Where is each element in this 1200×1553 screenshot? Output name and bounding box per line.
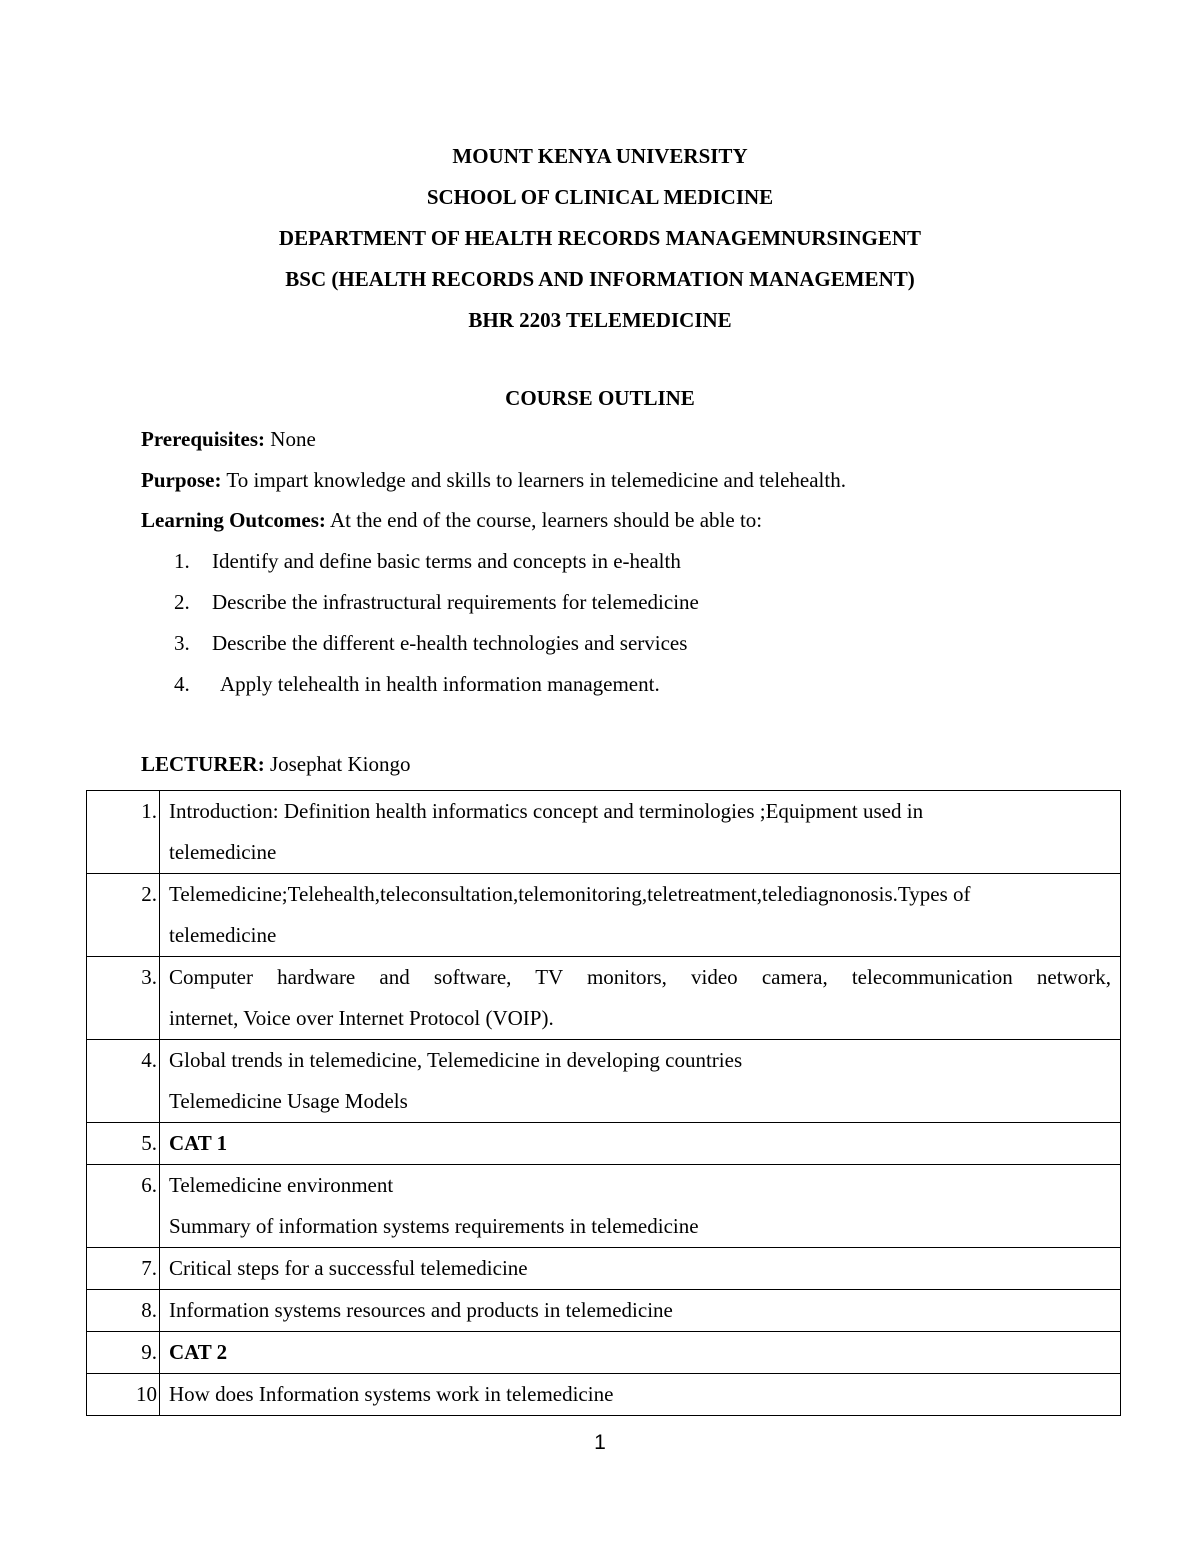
table-row — [87, 791, 1121, 874]
learning-outcomes-label: Learning Outcomes: — [141, 508, 326, 532]
table-row — [87, 1332, 1121, 1374]
lecturer-name: Josephat Kiongo — [264, 752, 411, 776]
prerequisites-value: None — [265, 427, 316, 451]
school-name: SCHOOL OF CLINICAL MEDICINE — [426, 185, 774, 209]
week-topic — [160, 1165, 1121, 1248]
list-item-text: Describe the infrastructural requirements for telemedicine — [212, 590, 699, 614]
week-number: 4. — [87, 1040, 160, 1123]
document-header — [0, 144, 1200, 349]
week-topic — [160, 957, 1121, 1040]
purpose-line — [141, 468, 846, 492]
week-number: 5. — [87, 1123, 160, 1165]
list-item-text: Identify and define basic terms and concepts in e-health — [212, 549, 681, 573]
week-topic-line: Critical steps for a successful telemedicine — [169, 1256, 528, 1280]
week-topic-line: CAT 1 — [169, 1131, 228, 1155]
week-topic — [160, 791, 1121, 874]
week-topic-line: Global trends in telemedicine, Telemedicine in developing countries — [169, 1048, 743, 1072]
purpose-label: Purpose: — [141, 468, 222, 492]
programme-name: BSC (HEALTH RECORDS AND INFORMATION MANAGEMENT) — [285, 267, 915, 291]
week-topic-line: Telemedicine Usage Models — [169, 1089, 408, 1113]
table-row — [87, 1165, 1121, 1248]
lecturer-label: LECTURER: — [141, 752, 265, 776]
week-topic-line: Telemedicine;Telehealth,teleconsultation,telemonitoring,teletreatment,telediagnonosis.Types of — [169, 882, 971, 906]
table-row — [87, 1040, 1121, 1123]
department-name: DEPARTMENT OF HEALTH RECORDS MANAGEMNURSINGENT — [278, 226, 922, 250]
week-topic-line: internet, Voice over Internet Protocol (VOIP). — [169, 1006, 554, 1030]
table-row — [87, 1123, 1121, 1165]
week-topic-line: Summary of information systems requirements in telemedicine — [169, 1214, 699, 1238]
week-number: 8. — [87, 1290, 160, 1332]
table-row — [87, 1248, 1121, 1290]
week-topic — [160, 1374, 1121, 1416]
week-topic — [160, 1123, 1121, 1165]
week-topic-line: telemedicine — [169, 923, 277, 947]
purpose-value: To impart knowledge and skills to learners in telemedicine and telehealth. — [221, 468, 846, 492]
week-topic-line: Information systems resources and products in telemedicine — [169, 1298, 673, 1322]
week-topic — [160, 1332, 1121, 1374]
week-number: 7. — [87, 1248, 160, 1290]
lecturer-line — [141, 752, 411, 776]
week-topic-line: Computer hardware and software, TV monitors, video camera, telecommunication network, — [169, 965, 1111, 989]
table-row — [87, 957, 1121, 1040]
university-name: MOUNT KENYA UNIVERSITY — [452, 144, 748, 168]
list-item-number: 3. — [174, 631, 190, 655]
week-topic — [160, 1290, 1121, 1332]
week-number: 2. — [87, 874, 160, 957]
list-item-number: 2. — [174, 590, 190, 614]
week-number: 10 — [87, 1374, 160, 1416]
list-item-number: 1. — [174, 549, 190, 573]
page-number: 1 — [594, 1431, 606, 1454]
course-name: BHR 2203 TELEMEDICINE — [468, 308, 732, 332]
table-row — [87, 1290, 1121, 1332]
list-item-text: Apply telehealth in health information management. — [220, 672, 660, 696]
week-topic-line: Introduction: Definition health informatics concept and terminologies ;Equipment used in — [169, 799, 924, 823]
prerequisites-line — [141, 427, 316, 451]
week-topic-line: Telemedicine environment — [169, 1173, 394, 1197]
week-number: 9. — [87, 1332, 160, 1374]
week-topic-line: CAT 2 — [169, 1340, 228, 1364]
week-number: 1. — [87, 791, 160, 874]
week-topic — [160, 1040, 1121, 1123]
week-topic — [160, 874, 1121, 957]
list-item-text: Describe the different e-health technologies and services — [212, 631, 688, 655]
list-item-number: 4. — [174, 672, 190, 696]
week-number: 3. — [87, 957, 160, 1040]
schedule-table — [86, 790, 1121, 1416]
table-row — [87, 1374, 1121, 1416]
week-topic-line: telemedicine — [169, 840, 277, 864]
week-topic — [160, 1248, 1121, 1290]
outline-title: COURSE OUTLINE — [505, 386, 695, 410]
week-topic-line: How does Information systems work in telemedicine — [169, 1382, 614, 1406]
week-number: 6. — [87, 1165, 160, 1248]
learning-outcomes-intro: At the end of the course, learners should be able to: — [325, 508, 763, 532]
learning-outcomes-line — [141, 508, 762, 532]
table-row — [87, 874, 1121, 957]
prerequisites-label: Prerequisites: — [141, 427, 266, 451]
